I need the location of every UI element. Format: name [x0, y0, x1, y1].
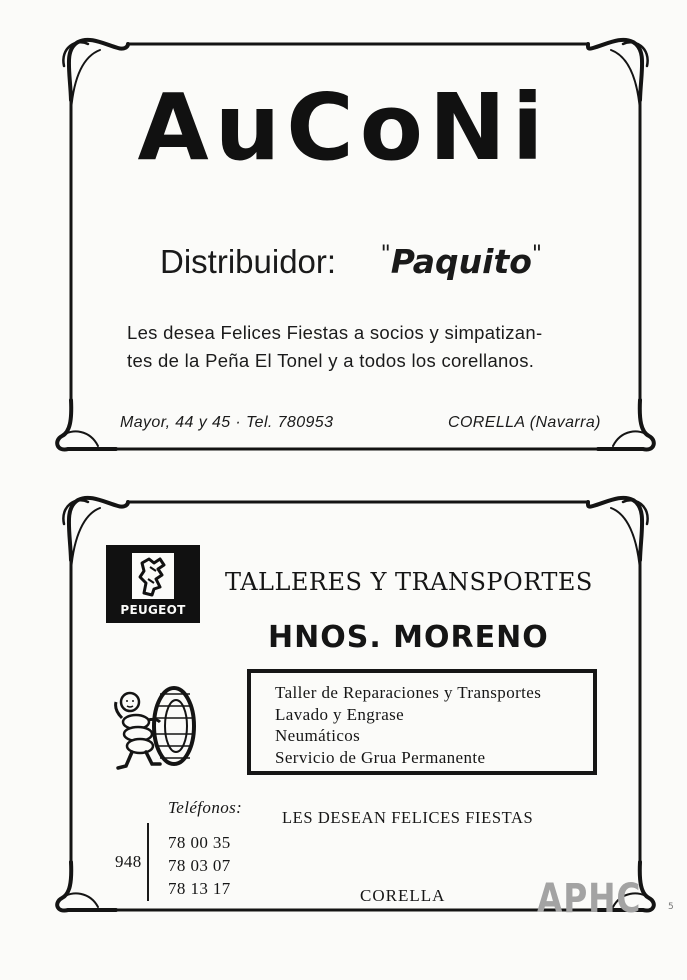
business-type: TALLERES Y TRANSPORTES [225, 568, 593, 596]
moreno-greeting: LES DESEAN FELICES FIESTAS [282, 808, 534, 827]
phone-number: 78 00 35 [168, 833, 231, 852]
greeting-line-1: Les desea Felices Fiestas a socios y simpatizan- [127, 322, 543, 343]
phone-divider [147, 823, 149, 901]
auconi-logo: AuCoNi [137, 74, 550, 181]
distributor-name: Paquito [390, 242, 532, 281]
page-mark: 5 [668, 902, 674, 912]
business-name: HNOS. MORENO [268, 620, 549, 655]
greeting-line-2: tes de la Peña El Tonel y a todos los corellanos. [127, 350, 535, 371]
michelin-man-tire-icon [112, 686, 198, 778]
service-item: Taller de Reparaciones y Transportes [275, 683, 542, 702]
area-code: 948 [115, 852, 142, 871]
distributor-label: Distribuidor: [160, 243, 337, 280]
peugeot-logo [106, 545, 200, 623]
auconi-address: Mayor, 44 y 45 · Tel. 780953 [120, 414, 334, 431]
service-item: Lavado y Engrase [275, 705, 405, 724]
phone-number: 78 13 17 [168, 879, 231, 898]
peugeot-logo-text: PEUGEOT [120, 603, 186, 617]
auconi-city: CORELLA (Navarra) [448, 414, 601, 431]
lion-emblem-icon [132, 553, 174, 599]
service-item: Neumáticos [275, 726, 361, 745]
service-item: Servicio de Grua Permanente [275, 748, 486, 767]
aphc-watermark: APHC [537, 876, 642, 922]
distributor-line [160, 242, 542, 281]
phones-label: Teléfonos: [168, 798, 243, 817]
services-box [247, 669, 597, 775]
moreno-city: CORELLA [360, 886, 446, 905]
distributor-name-wrapper: "Paquito" [380, 242, 543, 281]
phone-number: 78 03 07 [168, 856, 231, 875]
